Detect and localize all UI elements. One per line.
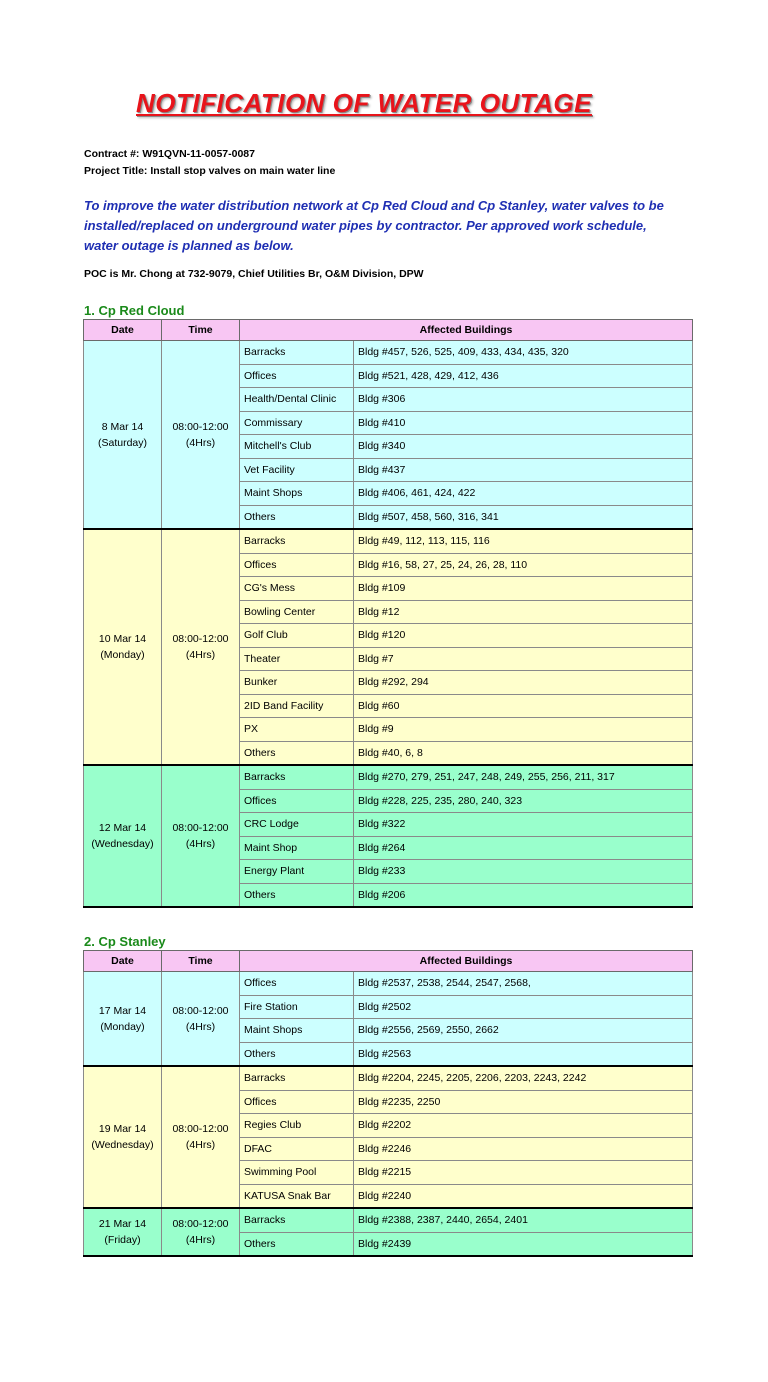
time-value: 08:00-12:00 [172, 420, 229, 433]
facility-cell: Golf Club [240, 624, 354, 648]
time-cell [162, 529, 240, 765]
facility-cell: Energy Plant [240, 860, 354, 884]
time-value: 08:00-12:00 [172, 1218, 229, 1230]
buildings-cell: Bldg #437 [354, 458, 693, 482]
buildings-cell: Bldg #60 [354, 694, 693, 718]
duration-value: (4Hrs) [185, 1234, 216, 1246]
buildings-cell: Bldg #2235, 2250 [354, 1090, 693, 1114]
buildings-cell: Bldg #406, 461, 424, 422 [354, 482, 693, 506]
date-cell [84, 1208, 162, 1256]
date-value: 21 Mar 14 [98, 1218, 147, 1230]
buildings-cell: Bldg #12 [354, 600, 693, 624]
buildings-cell: Bldg #2537, 2538, 2544, 2547, 2568, [354, 972, 693, 996]
buildings-cell: Bldg #2388, 2387, 2440, 2654, 2401 [354, 1208, 693, 1232]
table-row [84, 765, 693, 789]
buildings-cell: Bldg #270, 279, 251, 247, 248, 249, 255, 256, 211, 317 [354, 765, 693, 789]
day-value: (Friday) [104, 1234, 141, 1246]
facility-cell: CG's Mess [240, 577, 354, 601]
day-value: (Wednesday) [91, 1139, 154, 1151]
day-value: (Saturday) [97, 436, 148, 449]
facility-cell: Barracks [240, 1066, 354, 1090]
table-row [84, 1208, 693, 1232]
buildings-cell: Bldg #292, 294 [354, 671, 693, 695]
duration-value: (4Hrs) [185, 1020, 216, 1033]
date-value: 8 Mar 14 [101, 420, 144, 433]
header-affected-buildings: Affected Buildings [240, 320, 693, 341]
buildings-cell: Bldg #2439 [354, 1232, 693, 1256]
buildings-cell: Bldg #7 [354, 647, 693, 671]
facility-cell: Others [240, 1042, 354, 1066]
duration-value: (4Hrs) [185, 1139, 216, 1151]
facility-cell: Offices [240, 553, 354, 577]
facility-cell: Others [240, 741, 354, 765]
buildings-cell: Bldg #306 [354, 388, 693, 412]
facility-cell: Others [240, 505, 354, 529]
facility-cell: DFAC [240, 1137, 354, 1161]
header-affected-buildings: Affected Buildings [240, 951, 693, 972]
time-value: 08:00-12:00 [172, 1123, 229, 1135]
facility-cell: 2ID Band Facility [240, 694, 354, 718]
table-row [84, 341, 693, 365]
time-cell [162, 1066, 240, 1208]
buildings-cell: Bldg #2215 [354, 1161, 693, 1185]
date-cell [84, 341, 162, 530]
buildings-cell: Bldg #233 [354, 860, 693, 884]
outage-table-cp-stanley [83, 950, 693, 1257]
date-cell [84, 972, 162, 1067]
contract-number: Contract #: W91QVN-11-0057-0087 [84, 148, 255, 160]
facility-cell: Maint Shops [240, 482, 354, 506]
buildings-cell: Bldg #2240 [354, 1184, 693, 1208]
date-cell [84, 765, 162, 907]
facility-cell: Health/Dental Clinic [240, 388, 354, 412]
intro-paragraph: To improve the water distribution network at Cp Red Cloud and Cp Stanley, water valves to be installed/replaced on underground water pipes by contractor. Per approved work schedule, water outage is planned as below. [84, 198, 664, 253]
date-value: 19 Mar 14 [98, 1123, 147, 1135]
buildings-cell: Bldg #206 [354, 883, 693, 907]
buildings-cell: Bldg #109 [354, 577, 693, 601]
date-cell [84, 1066, 162, 1208]
buildings-cell: Bldg #2502 [354, 995, 693, 1019]
duration-value: (4Hrs) [185, 436, 216, 449]
facility-cell: Commissary [240, 411, 354, 435]
facility-cell: Barracks [240, 1208, 354, 1232]
facility-cell: Maint Shops [240, 1019, 354, 1043]
facility-cell: Others [240, 1232, 354, 1256]
duration-value: (4Hrs) [185, 838, 216, 850]
facility-cell: Offices [240, 972, 354, 996]
section-title-cp-stanley: 2. Cp Stanley [84, 934, 166, 949]
header-time: Time [162, 951, 240, 972]
facility-cell: Barracks [240, 765, 354, 789]
facility-cell: Barracks [240, 529, 354, 553]
time-value: 08:00-12:00 [172, 1004, 229, 1017]
table-row [84, 1066, 693, 1090]
facility-cell: Barracks [240, 341, 354, 365]
time-cell [162, 765, 240, 907]
facility-cell: Vet Facility [240, 458, 354, 482]
day-value: (Wednesday) [91, 838, 154, 850]
time-value: 08:00-12:00 [172, 633, 229, 645]
buildings-cell: Bldg #2246 [354, 1137, 693, 1161]
facility-cell: Bowling Center [240, 600, 354, 624]
facility-cell: CRC Lodge [240, 813, 354, 837]
buildings-cell: Bldg #322 [354, 813, 693, 837]
time-cell [162, 1208, 240, 1256]
header-time: Time [162, 320, 240, 341]
buildings-cell: Bldg #40, 6, 8 [354, 741, 693, 765]
date-value: 17 Mar 14 [98, 1004, 147, 1017]
day-value: (Monday) [100, 1020, 145, 1033]
facility-cell: Regies Club [240, 1114, 354, 1138]
buildings-cell: Bldg #340 [354, 435, 693, 459]
day-value: (Monday) [100, 649, 145, 661]
table-header-row [84, 951, 693, 972]
facility-cell: Fire Station [240, 995, 354, 1019]
outage-table-cp-red-cloud [83, 319, 693, 908]
duration-value: (4Hrs) [185, 649, 216, 661]
facility-cell: Offices [240, 1090, 354, 1114]
buildings-cell: Bldg #2204, 2245, 2205, 2206, 2203, 2243, 2242 [354, 1066, 693, 1090]
buildings-cell: Bldg #228, 225, 235, 280, 240, 323 [354, 789, 693, 813]
date-cell [84, 529, 162, 765]
date-value: 10 Mar 14 [98, 633, 147, 645]
header-date: Date [84, 951, 162, 972]
buildings-cell: Bldg #2563 [354, 1042, 693, 1066]
table-row [84, 529, 693, 553]
buildings-cell: Bldg #2202 [354, 1114, 693, 1138]
time-value: 08:00-12:00 [172, 822, 229, 834]
buildings-cell: Bldg #521, 428, 429, 412, 436 [354, 364, 693, 388]
facility-cell: Bunker [240, 671, 354, 695]
facility-cell: Mitchell's Club [240, 435, 354, 459]
section-title-cp-red-cloud: 1. Cp Red Cloud [84, 303, 185, 318]
facility-cell: KATUSA Snak Bar [240, 1184, 354, 1208]
buildings-cell: Bldg #2556, 2569, 2550, 2662 [354, 1019, 693, 1043]
facility-cell: Theater [240, 647, 354, 671]
date-value: 12 Mar 14 [98, 822, 147, 834]
facility-cell: Offices [240, 364, 354, 388]
buildings-cell: Bldg #507, 458, 560, 316, 341 [354, 505, 693, 529]
time-cell [162, 341, 240, 530]
table-header-row [84, 320, 693, 341]
page-title: NOTIFICATION OF WATER OUTAGE [136, 88, 592, 118]
buildings-cell: Bldg #49, 112, 113, 115, 116 [354, 529, 693, 553]
facility-cell: Maint Shop [240, 836, 354, 860]
project-title: Project Title: Install stop valves on main water line [84, 165, 336, 177]
time-cell [162, 972, 240, 1067]
table-row [84, 972, 693, 996]
header-date: Date [84, 320, 162, 341]
buildings-cell: Bldg #264 [354, 836, 693, 860]
buildings-cell: Bldg #9 [354, 718, 693, 742]
buildings-cell: Bldg #457, 526, 525, 409, 433, 434, 435, 320 [354, 341, 693, 365]
buildings-cell: Bldg #410 [354, 411, 693, 435]
facility-cell: Offices [240, 789, 354, 813]
buildings-cell: Bldg #120 [354, 624, 693, 648]
facility-cell: PX [240, 718, 354, 742]
facility-cell: Others [240, 883, 354, 907]
buildings-cell: Bldg #16, 58, 27, 25, 24, 26, 28, 110 [354, 553, 693, 577]
poc-line: POC is Mr. Chong at 732-9079, Chief Utilities Br, O&M Division, DPW [84, 268, 424, 280]
facility-cell: Swimming Pool [240, 1161, 354, 1185]
